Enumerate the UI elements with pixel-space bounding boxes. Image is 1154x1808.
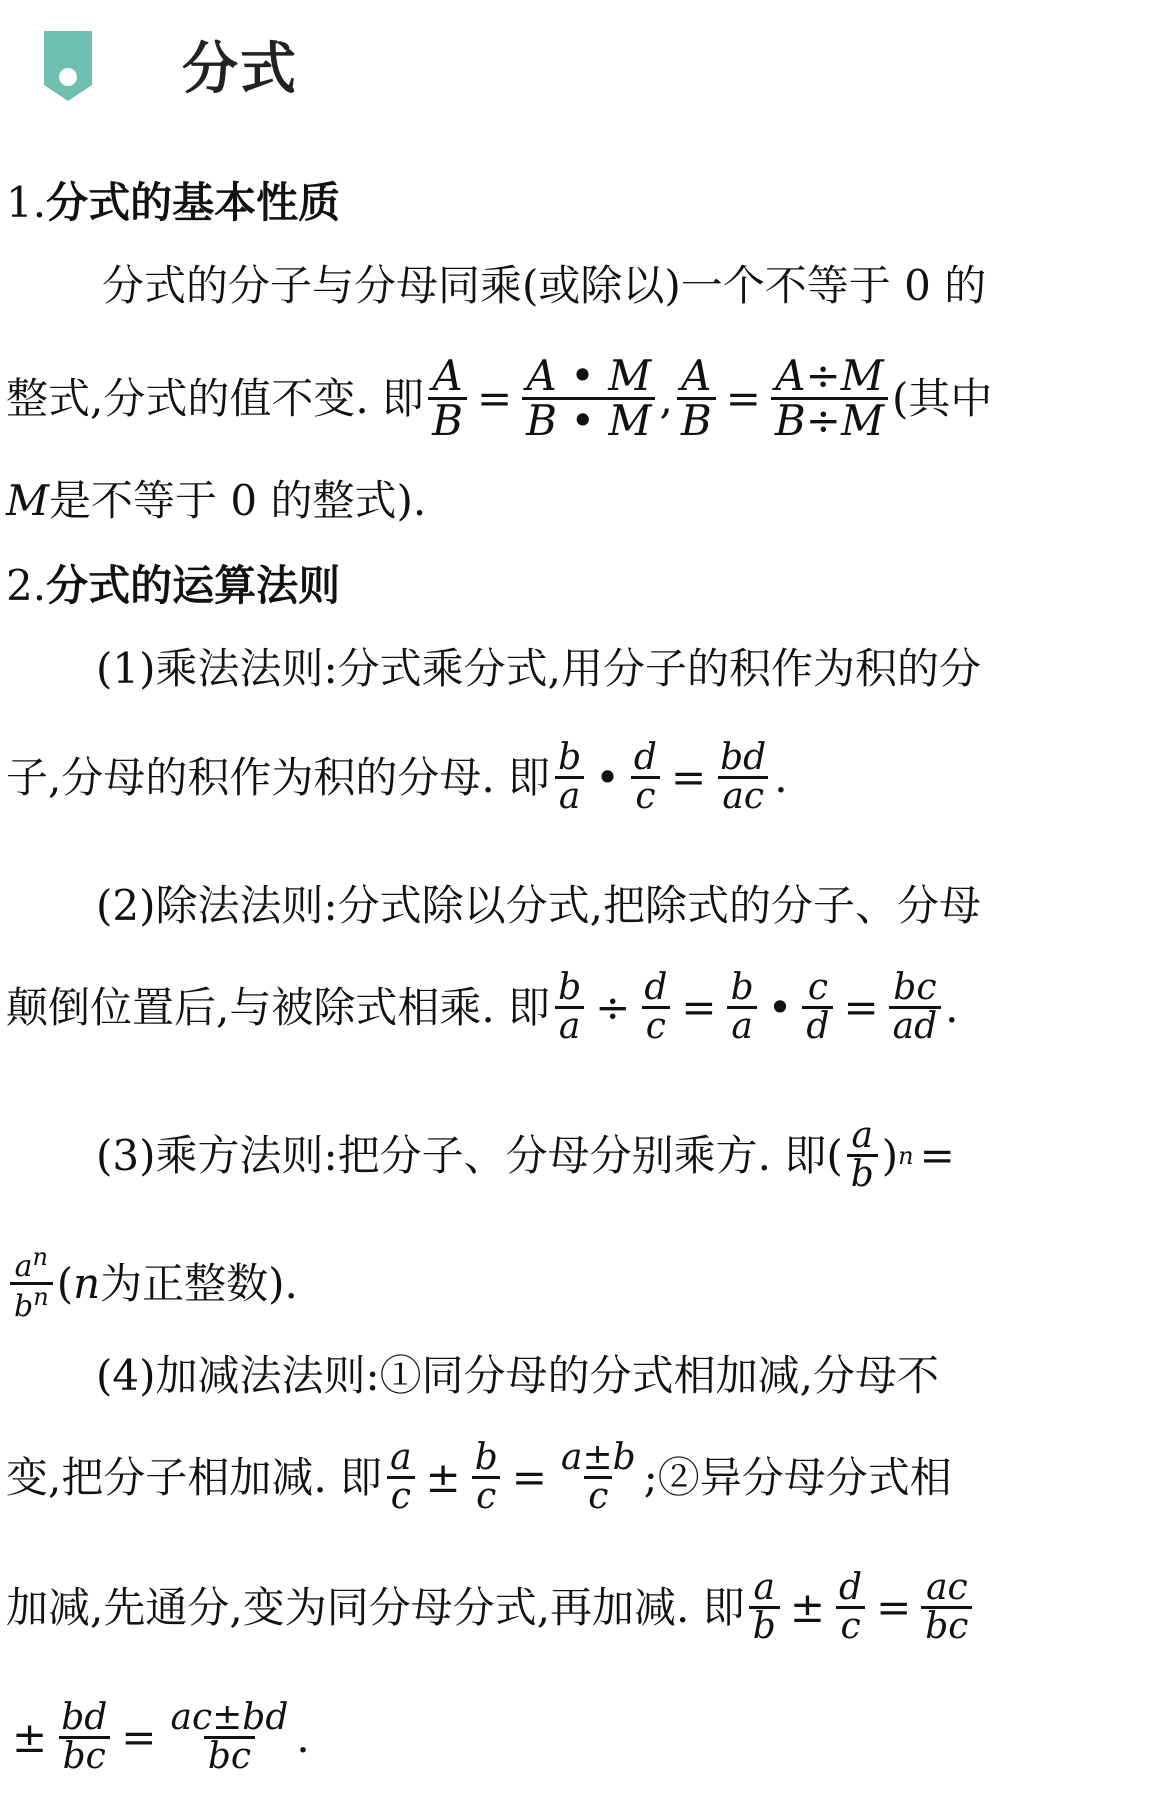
fraction: $\frac{d}{c}$ (835, 1570, 866, 1645)
bookmark-ribbon-icon (40, 27, 96, 103)
section-1-para-line-3: M 是不等于 0 的整式). (6, 476, 427, 525)
rule-4-line-1: (4)加减法法则:①同分母的分式相加减,分母不 (96, 1351, 939, 1400)
fraction: $\frac{a\pm b}{c}$ (560, 1437, 636, 1517)
fraction: $\frac{d}{c}$ (640, 970, 671, 1045)
fraction: $\frac{ac\pm bd}{bc}$ (170, 1697, 289, 1777)
section-1-para-line-1: 分式的分子与分母同乘(或除以)一个不等于 0 的 (102, 261, 987, 310)
rule-4-line-3: 加减,先通分,变为同分母分式,再加减. 即 $\frac{a}{b}$ ± $\frac{d}{c}$ = $\frac{ac}{bc}$ (6, 1570, 1146, 1645)
rule-2-line-2: 颠倒位置后,与被除式相乘. 即 $\frac{b}{a}$ ÷ $\frac{d}{c}$ = $\frac{b}{a}$ • $\frac{c}{d}$ = $\frac{bc}{ad}$ . (6, 967, 959, 1047)
rule-3-line-2: $\frac{a^n}{b^n}$ ( n 为正整数). (6, 1245, 1146, 1322)
fraction: $\frac{ac}{bc}$ (921, 1570, 972, 1645)
fraction: $\frac{A}{B}$ (428, 355, 467, 442)
rule-1-line-2: 子,分母的积作为积的分母. 即 $\frac{b}{a}$ • $\frac{d}{c}$ = $\frac{bd}{ac}$ . (6, 737, 788, 817)
fraction: $\frac{b}{a}$ (727, 970, 758, 1045)
rule-2-line-1: (2)除法法则:分式除以分式,把除式的分子、分母 (96, 881, 981, 930)
fraction: $\frac{A}{B}$ (677, 355, 716, 442)
rule-3-line-1: (3)乘方法则:把分子、分母分别乘方. 即( $\frac{a}{b}$ ) n = (96, 1115, 955, 1195)
fraction: $\frac{b}{a}$ (554, 970, 585, 1045)
fraction: $\frac{bd}{ac}$ (720, 737, 767, 817)
fraction: $\frac{a^n}{b^n}$ (10, 1245, 53, 1322)
section-2-heading: 2. 分式的运算法则 (6, 561, 341, 610)
rule-1-line-1: (1)乘法法则:分式乘分式,用分子的积作为积的分 (96, 644, 981, 693)
fraction: $\frac{b}{c}$ (471, 1440, 502, 1515)
fraction: $\frac{bd}{bc}$ (57, 1700, 111, 1775)
fraction: $\frac{d}{c}$ (630, 740, 661, 815)
fraction: $\frac{a}{c}$ (386, 1440, 415, 1515)
fraction: $\frac{a}{b}$ (847, 1118, 878, 1193)
rule-4-line-4: ± $\frac{bd}{bc}$ = $\frac{ac\pm bd}{bc}$ . (12, 1697, 310, 1777)
fraction: $\frac{b}{a}$ (554, 740, 585, 815)
section-1-para-line-2: 整式,分式的值不变. 即 $\frac{A}{B}$ = $\frac{A • M}{B • M}$ , $\frac{A}{B}$ = $\frac{A\div M}{B\div M}$ (其中 (6, 351, 993, 445)
fraction: $\frac{a}{b}$ (749, 1570, 780, 1645)
page-title: 分式 (182, 37, 298, 102)
fraction: $\frac{A\div M}{B\div M}$ (771, 355, 888, 442)
fraction: $\frac{c}{d}$ (802, 970, 833, 1045)
section-1-heading: 1. 分式的基本性质 (6, 178, 341, 227)
fraction: $\frac{bc}{ad}$ (889, 970, 942, 1045)
rule-4-line-2: 变,把分子相加减. 即 $\frac{a}{c}$ ± $\frac{b}{c}$ = $\frac{a\pm b}{c}$ ;②异分母分式相 (6, 1437, 952, 1517)
section-header (40, 20, 298, 110)
fraction: $\frac{A • M}{B • M}$ (522, 355, 655, 442)
